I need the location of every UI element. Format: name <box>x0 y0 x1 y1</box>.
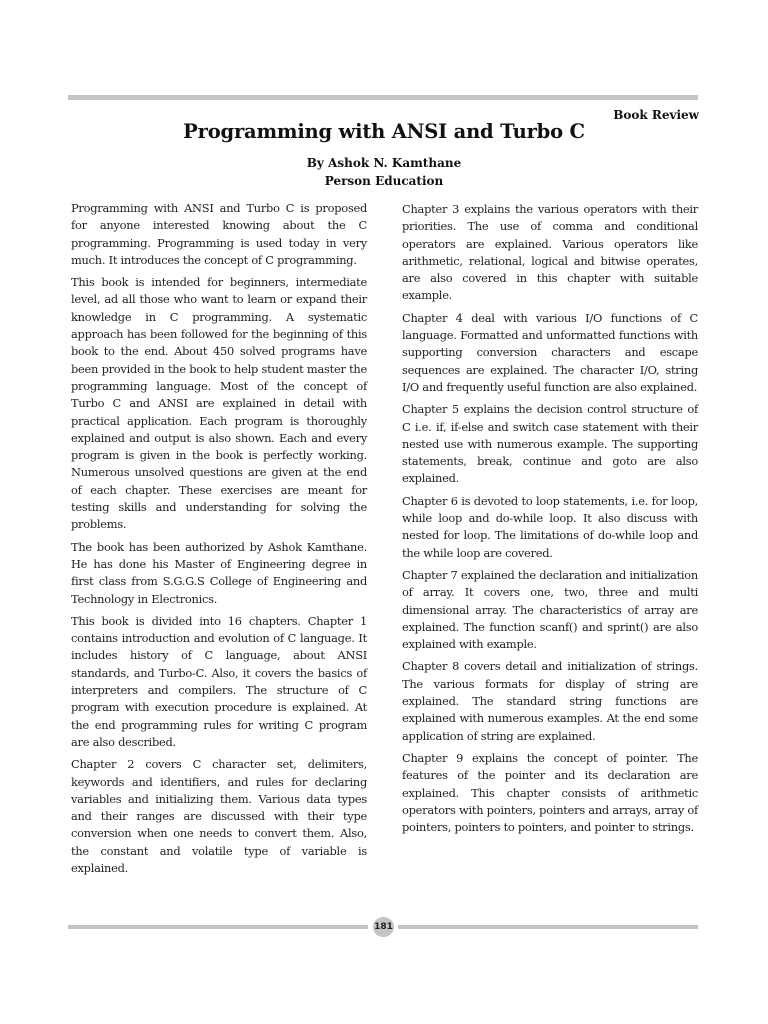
section-label: Book Review <box>613 108 699 122</box>
paragraph: The book has been authorized by Ashok Kamthane. He has done his Master of Engineering degree in first class from S.G.G.S College of Engineering and Technology in Electronics. <box>71 539 367 606</box>
paragraph: Chapter 9 explains the concept of pointer. The features of the pointer and its declaration are explained. This chapter consists of arithmetic operators with pointers, pointers and arrays, array of pointers, pointers to pointers, and pointer to strings. <box>402 750 698 835</box>
page-number-badge: 181 <box>373 917 394 937</box>
author-line: By Ashok N. Kamthane <box>306 156 462 170</box>
bottom-rule-right <box>398 925 698 929</box>
paragraph: Programming with ANSI and Turbo C is proposed for anyone interested knowing about the C programming. Programming is used today in very much. It introduces the concept of C programming. <box>71 201 367 267</box>
bottom-rule-left <box>68 925 368 929</box>
paragraph: This book is divided into 16 chapters. Chapter 1 contains introduction and evolution of C language. It includes history of C language, about ANSI standards, and Turbo-C. Also, it covers the basics of interpreters and compilers. The structure of C program with execution procedure is explained. At the end programming rules for writing C program are also described. <box>71 613 367 749</box>
publisher-line: Person Education <box>324 174 444 188</box>
paragraph: Chapter 6 is devoted to loop statements, i.e. for loop, while loop and do-while loop. It also discuss with nested for loop. The limitations of do-while loop and the while loop are covered. <box>402 493 698 560</box>
paragraph: Chapter 7 explained the declaration and initialization of array. It covers one, two, three and multi dimensional array. The characteristics of array are explained. The function scanf() and sprint() are also explained with example. <box>402 567 698 652</box>
paragraph: Chapter 2 covers C character set, delimiters, keywords and identifiers, and rules for declaring variables and initializing them. Various data types and their ranges are discussed with their type conversion when one needs to convert them. Also, the constant and volatile type of variable is explained. <box>71 757 367 875</box>
paragraph: Chapter 8 covers detail and initialization of strings. The various formats for display of string are explained. The standard string functions are explained with numerous examples. At the end some application of string are explained. <box>402 659 698 743</box>
top-rule <box>68 95 698 100</box>
paragraph: Chapter 3 explains the various operators with their priorities. The use of comma and conditional operators are explained. Various operators like arithmetic, relational, logical and bitwise operates, are also covered in this chapter with suitable example. <box>402 202 698 303</box>
byline <box>0 154 768 190</box>
left-column <box>71 200 367 882</box>
paragraph: This book is intended for beginners, intermediate level, ad all those who want to learn or expand their knowledge in C programming. A systematic approach has been followed for the beginning of this book to the end. About 450 solved programs have been provided in the book to help student master the programming language. Most of the concept of Turbo C and ANSI are explained in detail with practical application. Each program is thoroughly explained and output is also shown. Each and every program is given in the book is perfectly working. Numerous unsolved questions are given at the end of each chapter. These exercises are meant for testing skills and understanding for solving the problems. <box>71 275 367 532</box>
article-title: Programming with ANSI and Turbo C <box>183 120 585 143</box>
paragraph: Chapter 5 explains the decision control structure of C i.e. if, if-else and switch case statement with their nested use with numerous example. The supporting statements, break, continue and goto are also explained. <box>402 402 698 486</box>
paragraph: Chapter 4 deal with various I/O functions of C language. Formatted and unformatted functions with supporting conversion characters and escape sequences are explained. The character I/O, string I/O and frequently useful function are also explained. <box>402 310 698 394</box>
right-column <box>402 201 698 841</box>
